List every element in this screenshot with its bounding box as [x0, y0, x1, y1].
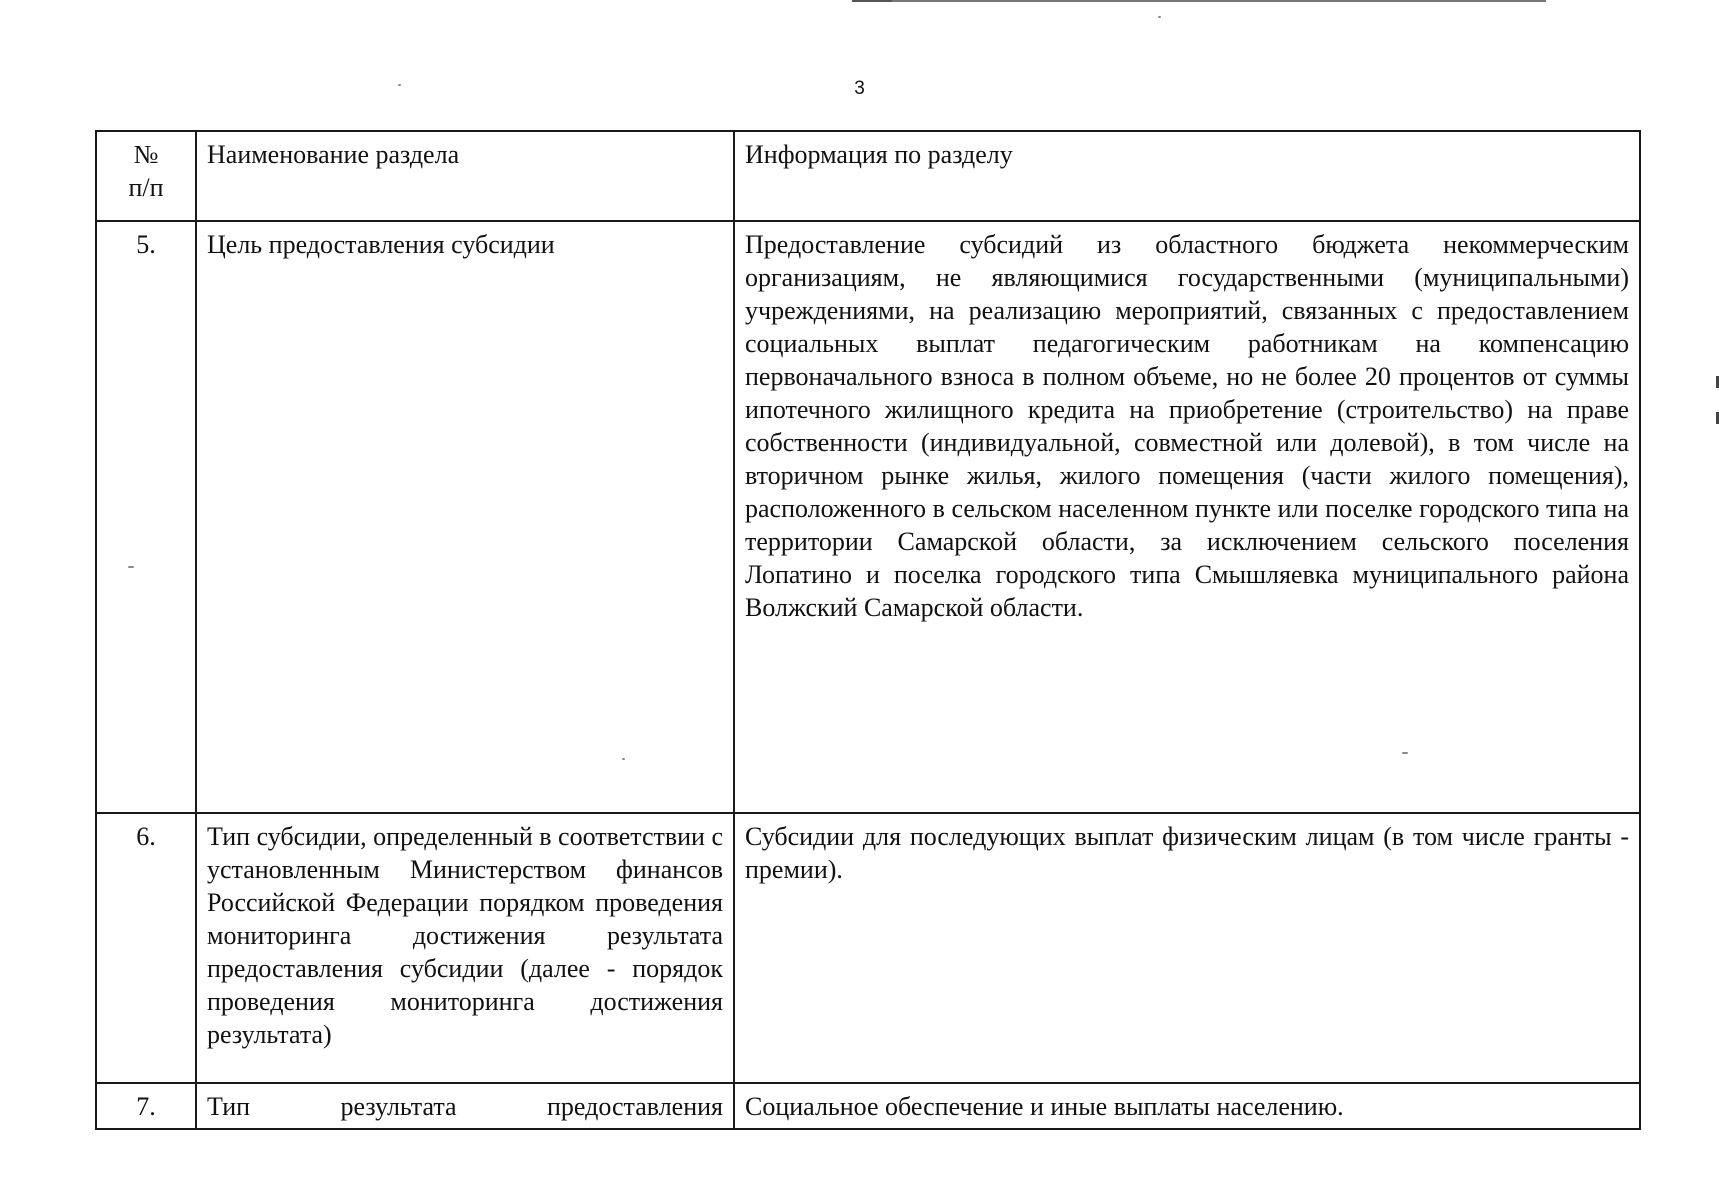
header-info-cell: Информация по разделу [734, 131, 1640, 221]
row-number: 5. [96, 221, 196, 813]
header-number-sign: № [133, 140, 159, 169]
row-section-name-cell [196, 1083, 734, 1129]
top-edge-rule-fragment [852, 0, 892, 2]
page-number: 3 [854, 78, 865, 99]
row-number: 6. [96, 813, 196, 1083]
header-number-abbrev: п/п [128, 173, 164, 202]
sections-table [95, 130, 1641, 1130]
row-section-info: Социальное обеспечение и иные выплаты населению. [734, 1083, 1640, 1129]
top-edge-rule [852, 0, 1546, 2]
table-row [96, 813, 1640, 1083]
table-header-row [96, 131, 1640, 221]
row-section-info: Субсидии для последующих выплат физическим лицам (в том числе гранты - премии). [734, 813, 1640, 1083]
scan-speck [398, 84, 401, 86]
table-row [96, 1083, 1640, 1129]
row-section-name: Тип субсидии, определенный в соответствии с установленным Министерством финансов Российской Федерации порядком проведения мониторинга достижения результата предоставления субсидии (далее - порядок проведения мониторинга достижения результата) [196, 813, 734, 1083]
header-number-cell [96, 131, 196, 221]
row-number: 7. [96, 1083, 196, 1129]
scan-speck [1158, 16, 1161, 18]
header-name-cell: Наименование раздела [196, 131, 734, 221]
row-section-name: Тип результата предоставления [207, 1092, 723, 1121]
table-row [96, 221, 1640, 813]
row-section-name: Цель предоставления субсидии [196, 221, 734, 813]
row-section-info: Предоставление субсидий из областного бюджета некоммерческим организациям, не являющимися государственными (муниципальными) учреждениями, на реализацию мероприятий, связанных с предоставлением социальных выплат педагогическим работникам на компенсацию первоначального взноса в полном объеме, но не более 20 процентов от суммы ипотечного жилищного кредита на приобретение (строительство) на праве собственности (индивидуальной, совместной или долевой), в том числе на вторичном рынке жилья, жилого помещения (части жилого помещения), расположенного в сельском населенном пункте или поселке городского типа на территории Самарской области, за исключением сельского поселения Лопатино и поселка городского типа Смышляевка муниципального района Волжский Самарской области. [734, 221, 1640, 813]
